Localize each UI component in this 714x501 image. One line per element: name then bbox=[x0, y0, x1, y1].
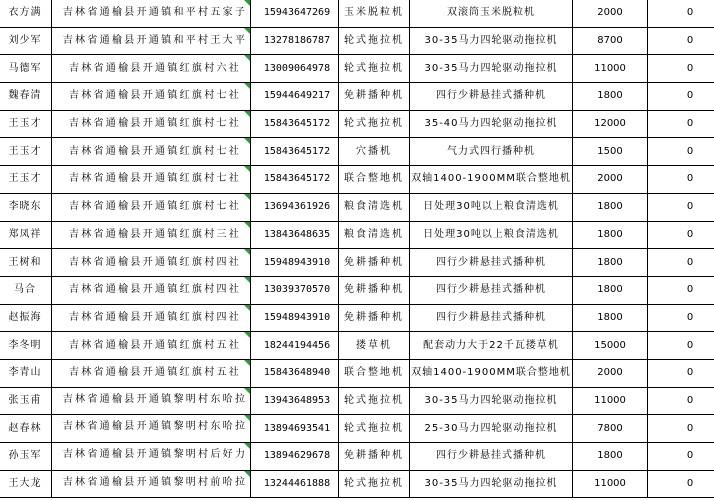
machine-model-cell[interactable] bbox=[410, 387, 573, 415]
address-cell[interactable] bbox=[52, 138, 251, 166]
address-cell[interactable] bbox=[52, 470, 251, 498]
address-cell[interactable] bbox=[52, 27, 251, 55]
extra-amount-cell-text: 0 bbox=[686, 62, 694, 74]
amount-cell-text: 2000 bbox=[597, 367, 623, 379]
machine-model-cell-text: 四行少耕悬挂式播种机 bbox=[436, 311, 546, 323]
machine-model-cell[interactable] bbox=[410, 166, 573, 194]
comment-marker-icon bbox=[244, 28, 250, 34]
phone-cell-text: 15843645172 bbox=[263, 173, 331, 185]
phone-cell[interactable] bbox=[251, 443, 339, 471]
extra-amount-cell-text: 0 bbox=[686, 478, 694, 490]
address-cell[interactable] bbox=[52, 193, 251, 221]
comment-marker-icon bbox=[244, 471, 250, 477]
machine-model-cell[interactable] bbox=[410, 249, 573, 277]
phone-cell-text: 15843648940 bbox=[263, 367, 331, 379]
amount-cell[interactable] bbox=[573, 221, 648, 249]
phone-cell[interactable] bbox=[251, 304, 339, 332]
name-cell[interactable] bbox=[0, 387, 52, 415]
machine-type-cell[interactable] bbox=[339, 470, 410, 498]
machine-model-cell[interactable] bbox=[410, 55, 573, 83]
comment-marker-icon bbox=[244, 249, 250, 255]
machine-model-cell-text: 双轴1400-1900MM联合整地机 bbox=[411, 367, 571, 379]
machine-type-cell[interactable] bbox=[339, 249, 410, 277]
machine-model-cell-text: 四行少耕悬挂式播种机 bbox=[436, 256, 546, 268]
machine-model-cell[interactable] bbox=[410, 110, 573, 138]
table-row bbox=[0, 138, 714, 166]
table-row bbox=[0, 221, 714, 249]
address-cell-text: 吉林省通榆县开通镇红旗村五社 bbox=[68, 339, 242, 351]
machine-type-cell[interactable] bbox=[339, 138, 410, 166]
extra-amount-cell-text: 0 bbox=[686, 118, 694, 130]
address-cell[interactable] bbox=[52, 304, 251, 332]
extra-amount-cell[interactable] bbox=[648, 193, 714, 221]
extra-amount-cell-text: 0 bbox=[686, 173, 694, 185]
extra-amount-cell[interactable] bbox=[648, 276, 714, 304]
table-row bbox=[0, 166, 714, 194]
comment-marker-icon bbox=[244, 83, 250, 89]
comment-marker-icon bbox=[244, 305, 250, 311]
phone-cell[interactable] bbox=[251, 332, 339, 360]
address-cell-text: 吉林省通榆县开通镇和平村五家子 bbox=[62, 7, 248, 19]
phone-cell[interactable] bbox=[251, 0, 339, 27]
extra-amount-cell-text: 0 bbox=[686, 35, 694, 47]
extra-amount-cell-text: 0 bbox=[686, 90, 694, 102]
name-cell-text: 马合 bbox=[14, 284, 36, 296]
machine-model-cell[interactable] bbox=[410, 27, 573, 55]
machine-model-cell-text: 日处理30吨以上粮食清选机 bbox=[423, 201, 559, 213]
address-cell-text: 吉林省通榆县开通镇黎明村东哈拉 bbox=[62, 421, 248, 433]
phone-cell[interactable] bbox=[251, 470, 339, 498]
machine-model-cell-text: 30-35马力四轮驱动拖拉机 bbox=[424, 394, 558, 406]
address-cell-text: 吉林省通榆县开通镇红旗村四社 bbox=[68, 256, 242, 268]
amount-cell-text: 15000 bbox=[594, 339, 626, 351]
table-row bbox=[0, 387, 714, 415]
name-cell[interactable] bbox=[0, 0, 52, 27]
address-cell-text: 吉林省通榆县开通镇红旗村四社 bbox=[68, 284, 242, 296]
extra-amount-cell-text: 0 bbox=[686, 145, 694, 157]
phone-cell[interactable] bbox=[251, 415, 339, 443]
machine-type-cell-text: 轮式拖拉机 bbox=[344, 35, 404, 47]
machine-model-cell[interactable] bbox=[410, 443, 573, 471]
machine-type-cell[interactable] bbox=[339, 359, 410, 387]
address-cell[interactable] bbox=[52, 359, 251, 387]
extra-amount-cell[interactable] bbox=[648, 470, 714, 498]
comment-marker-icon bbox=[244, 388, 250, 394]
machine-type-cell[interactable] bbox=[339, 55, 410, 83]
machine-type-cell-text: 搂草机 bbox=[356, 339, 392, 351]
table-row bbox=[0, 470, 714, 498]
machine-type-cell-text: 粮食清选机 bbox=[344, 201, 404, 213]
phone-cell-text: 18244194456 bbox=[263, 339, 331, 351]
phone-cell[interactable] bbox=[251, 387, 339, 415]
table-row bbox=[0, 332, 714, 360]
comment-marker-icon bbox=[244, 443, 250, 449]
name-cell[interactable] bbox=[0, 304, 52, 332]
name-cell[interactable] bbox=[0, 249, 52, 277]
name-cell-text: 李青山 bbox=[8, 367, 42, 379]
name-cell-text: 赵振海 bbox=[8, 311, 42, 323]
address-cell-text: 吉林省通榆县开通镇黎明村东哈拉 bbox=[62, 393, 248, 405]
extra-amount-cell-text: 0 bbox=[686, 7, 694, 19]
address-cell[interactable] bbox=[52, 55, 251, 83]
amount-cell[interactable] bbox=[573, 110, 648, 138]
extra-amount-cell-text: 0 bbox=[686, 422, 694, 434]
machine-model-cell-text: 35-40马力四轮驱动拖拉机 bbox=[424, 118, 558, 130]
machine-type-cell-text: 玉米脱粒机 bbox=[344, 7, 404, 19]
machine-model-cell[interactable] bbox=[410, 0, 573, 27]
table-row bbox=[0, 55, 714, 83]
amount-cell[interactable] bbox=[573, 276, 648, 304]
extra-amount-cell[interactable] bbox=[648, 304, 714, 332]
machine-model-cell[interactable] bbox=[410, 221, 573, 249]
comment-marker-icon bbox=[244, 360, 250, 366]
amount-cell[interactable] bbox=[573, 193, 648, 221]
name-cell[interactable] bbox=[0, 166, 52, 194]
machine-type-cell-text: 轮式拖拉机 bbox=[344, 422, 404, 434]
machine-type-cell-text: 轮式拖拉机 bbox=[344, 62, 404, 74]
machine-type-cell-text: 免耕播种机 bbox=[344, 311, 404, 323]
machine-model-cell[interactable] bbox=[410, 332, 573, 360]
comment-marker-icon bbox=[244, 415, 250, 421]
phone-cell-text: 15944649217 bbox=[263, 90, 331, 102]
amount-cell[interactable] bbox=[573, 27, 648, 55]
extra-amount-cell[interactable] bbox=[648, 0, 714, 27]
machine-model-cell[interactable] bbox=[410, 470, 573, 498]
extra-amount-cell-text: 0 bbox=[686, 201, 694, 213]
name-cell[interactable] bbox=[0, 276, 52, 304]
name-cell[interactable] bbox=[0, 55, 52, 83]
table-row bbox=[0, 443, 714, 471]
phone-cell[interactable] bbox=[251, 221, 339, 249]
comment-marker-icon bbox=[244, 332, 250, 338]
amount-cell[interactable] bbox=[573, 415, 648, 443]
name-cell-text: 刘少军 bbox=[8, 35, 42, 47]
machine-type-cell[interactable] bbox=[339, 193, 410, 221]
machine-model-cell-text: 日处理30吨以上粮食清选机 bbox=[423, 228, 559, 240]
phone-cell-text: 13039370570 bbox=[263, 284, 331, 296]
address-cell[interactable] bbox=[52, 415, 251, 443]
extra-amount-cell[interactable] bbox=[648, 332, 714, 360]
address-cell[interactable] bbox=[52, 387, 251, 415]
amount-cell-text: 1800 bbox=[597, 284, 623, 296]
extra-amount-cell[interactable] bbox=[648, 55, 714, 83]
amount-cell-text: 2000 bbox=[597, 173, 623, 185]
name-cell[interactable] bbox=[0, 332, 52, 360]
extra-amount-cell-text: 0 bbox=[686, 228, 694, 240]
machine-model-cell[interactable] bbox=[410, 415, 573, 443]
phone-cell[interactable] bbox=[251, 55, 339, 83]
extra-amount-cell[interactable] bbox=[648, 221, 714, 249]
name-cell-text: 衣方满 bbox=[8, 7, 42, 19]
table-row bbox=[0, 83, 714, 111]
amount-cell[interactable] bbox=[573, 304, 648, 332]
name-cell[interactable] bbox=[0, 110, 52, 138]
comment-marker-icon bbox=[244, 138, 250, 144]
phone-cell-text: 15843645172 bbox=[263, 145, 331, 157]
machine-model-cell[interactable] bbox=[410, 193, 573, 221]
machine-model-cell-text: 30-35马力四轮驱动拖拉机 bbox=[424, 35, 558, 47]
amount-cell-text: 11000 bbox=[594, 394, 626, 406]
comment-marker-icon bbox=[244, 55, 250, 61]
name-cell-text: 王树和 bbox=[8, 256, 42, 268]
address-cell[interactable] bbox=[52, 83, 251, 111]
amount-cell-text: 1800 bbox=[597, 201, 623, 213]
address-cell-text: 吉林省通榆县开通镇红旗村四社 bbox=[68, 311, 242, 323]
machine-model-cell-text: 气力式四行播种机 bbox=[447, 145, 535, 157]
phone-cell-text: 15843645172 bbox=[263, 118, 331, 130]
comment-marker-icon bbox=[244, 222, 250, 228]
address-cell-text: 吉林省通榆县开通镇黎明村后好力 bbox=[62, 449, 248, 460]
extra-amount-cell-text: 0 bbox=[686, 256, 694, 268]
extra-amount-cell[interactable] bbox=[648, 138, 714, 166]
address-cell[interactable] bbox=[52, 443, 251, 471]
extra-amount-cell-text: 0 bbox=[686, 450, 694, 462]
amount-cell-text: 2000 bbox=[597, 7, 623, 19]
machine-model-cell[interactable] bbox=[410, 138, 573, 166]
amount-cell-text: 1800 bbox=[597, 90, 623, 102]
amount-cell[interactable] bbox=[573, 470, 648, 498]
amount-cell[interactable] bbox=[573, 55, 648, 83]
amount-cell-text: 1800 bbox=[597, 256, 623, 268]
machine-type-cell-text: 轮式拖拉机 bbox=[344, 118, 404, 130]
extra-amount-cell[interactable] bbox=[648, 110, 714, 138]
phone-cell-text: 13244461888 bbox=[263, 478, 331, 490]
comment-marker-icon bbox=[244, 277, 250, 283]
amount-cell-text: 7800 bbox=[597, 422, 623, 434]
amount-cell[interactable] bbox=[573, 332, 648, 360]
machine-model-cell-text: 双滚筒玉米脱粒机 bbox=[447, 7, 535, 19]
address-cell[interactable] bbox=[52, 0, 251, 27]
address-cell[interactable] bbox=[52, 276, 251, 304]
address-cell[interactable] bbox=[52, 166, 251, 194]
name-cell[interactable] bbox=[0, 443, 52, 471]
table-row bbox=[0, 249, 714, 277]
machine-model-cell-text: 25-30马力四轮驱动拖拉机 bbox=[424, 422, 558, 434]
address-cell-text: 吉林省通榆县开通镇红旗村七社 bbox=[68, 118, 242, 130]
name-cell-text: 王玉才 bbox=[8, 118, 42, 130]
comment-marker-icon bbox=[244, 194, 250, 200]
address-cell-text: 吉林省通榆县开通镇红旗村七社 bbox=[68, 145, 242, 157]
table-row bbox=[0, 415, 714, 443]
address-cell-text: 吉林省通榆县开通镇红旗村七社 bbox=[68, 173, 242, 185]
phone-cell-text: 13694361926 bbox=[263, 201, 331, 213]
machine-model-cell-text: 四行少耕悬挂式播种机 bbox=[436, 450, 546, 462]
comment-marker-icon bbox=[244, 0, 250, 6]
phone-cell[interactable] bbox=[251, 110, 339, 138]
machine-type-cell[interactable] bbox=[339, 83, 410, 111]
phone-cell-text: 13009064978 bbox=[263, 62, 331, 74]
extra-amount-cell-text: 0 bbox=[686, 284, 694, 296]
extra-amount-cell[interactable] bbox=[648, 83, 714, 111]
address-cell-text: 吉林省通榆县开通镇红旗村七社 bbox=[68, 201, 242, 213]
amount-cell-text: 12000 bbox=[594, 118, 626, 130]
name-cell-text: 魏春清 bbox=[8, 90, 42, 102]
amount-cell-text: 1800 bbox=[597, 228, 623, 240]
extra-amount-cell-text: 0 bbox=[686, 339, 694, 351]
address-cell-text: 吉林省通榆县开通镇红旗村五社 bbox=[68, 367, 242, 379]
extra-amount-cell-text: 0 bbox=[686, 311, 694, 323]
name-cell-text: 王大龙 bbox=[8, 478, 42, 490]
machine-type-cell[interactable] bbox=[339, 332, 410, 360]
amount-cell[interactable] bbox=[573, 387, 648, 415]
amount-cell-text: 1800 bbox=[597, 450, 623, 462]
phone-cell[interactable] bbox=[251, 276, 339, 304]
machine-model-cell[interactable] bbox=[410, 359, 573, 387]
comment-marker-icon bbox=[244, 111, 250, 117]
amount-cell-text: 11000 bbox=[594, 62, 626, 74]
address-cell[interactable] bbox=[52, 249, 251, 277]
phone-cell[interactable] bbox=[251, 83, 339, 111]
phone-cell[interactable] bbox=[251, 249, 339, 277]
phone-cell-text: 13843648635 bbox=[263, 228, 331, 240]
machine-type-cell-text: 粮食清选机 bbox=[344, 228, 404, 240]
name-cell-text: 马德军 bbox=[8, 62, 42, 74]
machine-type-cell-text: 联合整地机 bbox=[344, 367, 404, 379]
address-cell[interactable] bbox=[52, 221, 251, 249]
address-cell[interactable] bbox=[52, 332, 251, 360]
machine-model-cell-text: 四行少耕悬挂式播种机 bbox=[436, 90, 546, 102]
machine-type-cell-text: 轮式拖拉机 bbox=[344, 478, 404, 490]
amount-cell-text: 1800 bbox=[597, 311, 623, 323]
machine-type-cell[interactable] bbox=[339, 304, 410, 332]
machine-type-cell-text: 免耕播种机 bbox=[344, 284, 404, 296]
name-cell-text: 王玉才 bbox=[8, 145, 42, 157]
phone-cell-text: 13943648953 bbox=[263, 394, 331, 406]
address-cell-text: 吉林省通榆县开通镇红旗村六社 bbox=[68, 62, 242, 74]
machine-type-cell-text: 免耕播种机 bbox=[344, 90, 404, 102]
amount-cell[interactable] bbox=[573, 166, 648, 194]
machine-model-cell[interactable] bbox=[410, 276, 573, 304]
name-cell-text: 赵春林 bbox=[8, 422, 42, 434]
table-row bbox=[0, 193, 714, 221]
extra-amount-cell[interactable] bbox=[648, 443, 714, 471]
machine-type-cell[interactable] bbox=[339, 221, 410, 249]
address-cell-text: 吉林省通榆县开通镇和平村王大平 bbox=[62, 35, 248, 47]
name-cell-text: 孙玉军 bbox=[8, 450, 42, 462]
name-cell-text: 张玉甫 bbox=[8, 394, 42, 406]
extra-amount-cell[interactable] bbox=[648, 166, 714, 194]
machine-model-cell-text: 30-35马力四轮驱动拖拉机 bbox=[424, 62, 558, 74]
name-cell[interactable] bbox=[0, 359, 52, 387]
machine-type-cell[interactable] bbox=[339, 166, 410, 194]
table-row bbox=[0, 110, 714, 138]
machine-type-cell[interactable] bbox=[339, 387, 410, 415]
name-cell[interactable] bbox=[0, 193, 52, 221]
name-cell[interactable] bbox=[0, 470, 52, 498]
address-cell-text: 吉林省通榆县开通镇黎明村前哈拉 bbox=[62, 476, 248, 488]
address-cell[interactable] bbox=[52, 110, 251, 138]
machine-type-cell-text: 联合整地机 bbox=[344, 173, 404, 185]
phone-cell[interactable] bbox=[251, 193, 339, 221]
name-cell[interactable] bbox=[0, 138, 52, 166]
address-cell-text: 吉林省通榆县开通镇红旗村七社 bbox=[68, 90, 242, 102]
extra-amount-cell-text: 0 bbox=[686, 367, 694, 379]
phone-cell[interactable] bbox=[251, 166, 339, 194]
machine-type-cell[interactable] bbox=[339, 415, 410, 443]
address-cell-text: 吉林省通榆县开通镇红旗村三社 bbox=[68, 228, 242, 240]
name-cell-text: 李晓东 bbox=[8, 201, 42, 213]
name-cell-text: 郑凤祥 bbox=[8, 228, 42, 240]
machine-model-cell-text: 30-35马力四轮驱动拖拉机 bbox=[424, 478, 558, 490]
machine-type-cell[interactable] bbox=[339, 443, 410, 471]
machine-model-cell-text: 双轴1400-1900MM联合整地机 bbox=[411, 173, 571, 185]
phone-cell[interactable] bbox=[251, 359, 339, 387]
comment-marker-icon bbox=[244, 166, 250, 172]
machine-type-cell[interactable] bbox=[339, 276, 410, 304]
extra-amount-cell[interactable] bbox=[648, 415, 714, 443]
machine-type-cell-text: 免耕播种机 bbox=[344, 256, 404, 268]
amount-cell[interactable] bbox=[573, 0, 648, 27]
table-row bbox=[0, 27, 714, 55]
table-row bbox=[0, 359, 714, 387]
table-row bbox=[0, 276, 714, 304]
amount-cell-text: 1500 bbox=[597, 145, 623, 157]
amount-cell[interactable] bbox=[573, 83, 648, 111]
extra-amount-cell-text: 0 bbox=[686, 394, 694, 406]
table-row bbox=[0, 304, 714, 332]
name-cell[interactable] bbox=[0, 27, 52, 55]
name-cell[interactable] bbox=[0, 415, 52, 443]
name-cell-text: 王玉才 bbox=[8, 173, 42, 185]
phone-cell-text: 13278186787 bbox=[263, 35, 331, 47]
machine-model-cell[interactable] bbox=[410, 83, 573, 111]
machine-type-cell[interactable] bbox=[339, 0, 410, 27]
extra-amount-cell[interactable] bbox=[648, 359, 714, 387]
amount-cell[interactable] bbox=[573, 249, 648, 277]
machine-type-cell-text: 穴播机 bbox=[356, 145, 392, 157]
table-row bbox=[0, 0, 714, 27]
machine-model-cell-text: 配套动力大于22千瓦搂草机 bbox=[423, 339, 559, 351]
phone-cell[interactable] bbox=[251, 27, 339, 55]
extra-amount-cell[interactable] bbox=[648, 27, 714, 55]
phone-cell-text: 13894629678 bbox=[263, 450, 331, 462]
machine-type-cell[interactable] bbox=[339, 110, 410, 138]
amount-cell[interactable] bbox=[573, 138, 648, 166]
name-cell[interactable] bbox=[0, 83, 52, 111]
machine-type-cell-text: 免耕播种机 bbox=[344, 450, 404, 462]
machine-model-cell[interactable] bbox=[410, 304, 573, 332]
machine-type-cell-text: 轮式拖拉机 bbox=[344, 394, 404, 406]
name-cell[interactable] bbox=[0, 221, 52, 249]
amount-cell[interactable] bbox=[573, 443, 648, 471]
machine-type-cell[interactable] bbox=[339, 27, 410, 55]
machine-model-cell-text: 四行少耕悬挂式播种机 bbox=[436, 284, 546, 296]
amount-cell-text: 8700 bbox=[597, 35, 623, 47]
phone-cell-text: 15943647269 bbox=[263, 7, 331, 19]
name-cell-text: 李冬明 bbox=[8, 339, 42, 351]
phone-cell-text: 15948943910 bbox=[263, 256, 331, 268]
phone-cell-text: 13894693541 bbox=[263, 422, 331, 434]
amount-cell[interactable] bbox=[573, 359, 648, 387]
extra-amount-cell[interactable] bbox=[648, 249, 714, 277]
extra-amount-cell[interactable] bbox=[648, 387, 714, 415]
phone-cell[interactable] bbox=[251, 138, 339, 166]
amount-cell-text: 11000 bbox=[594, 478, 626, 490]
phone-cell-text: 15948943910 bbox=[263, 311, 331, 323]
